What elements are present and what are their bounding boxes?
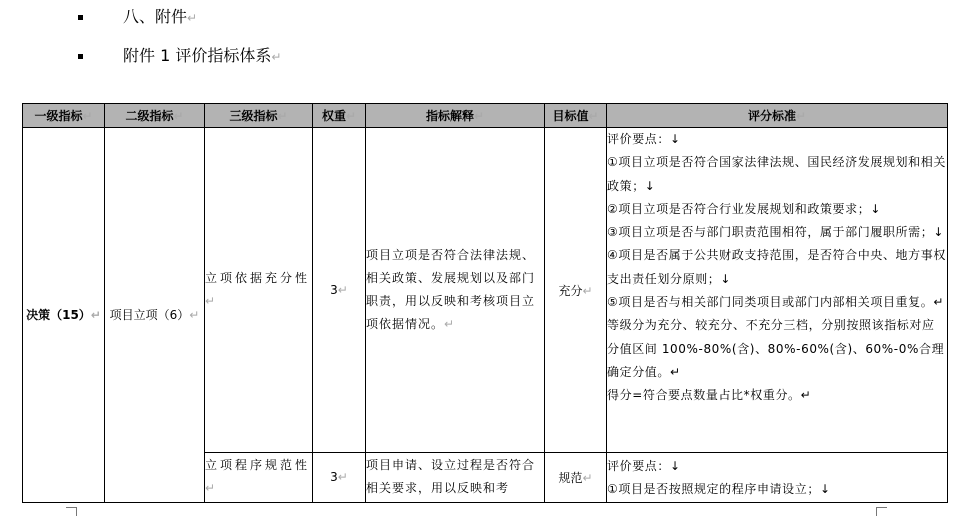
criteria-line: ②项目立项是否符合行业发展规划和政策要求；↓ — [607, 201, 882, 216]
header-cell-explanation: 指标解释↵ — [366, 104, 545, 128]
section-heading-text: 八、附件 — [123, 7, 188, 26]
paragraph-mark: ↵ — [271, 50, 282, 64]
criteria-line: 等级分为充分、较充分、不充分三档，分别按照该指标对应分值区间 100%-80%(含)、80%-60%(含)、60%-0%合理确定分值。↵ — [607, 318, 945, 379]
criteria-line: ④项目是否属于公共财政支持范围，是否符合中央、地方事权支出责任划分原则；↓ — [607, 248, 946, 286]
table-row — [23, 128, 948, 453]
header-cell-level1: 一级指标↵ — [23, 104, 105, 128]
explanation-cell: 项目立项是否符合法律法规、相关政策、发展规划以及部门职责，用以反映和考核项目立项依据情况。↵ — [366, 128, 545, 453]
criteria-line: ①项目是否按照规定的程序申请设立；↓ — [607, 482, 831, 497]
criteria-line: 得分=符合要点数量占比*权重分。↵ — [607, 388, 812, 403]
criteria-cell — [607, 453, 948, 503]
weight-cell: 3↵ — [313, 453, 366, 503]
criteria-line: ①项目立项是否符合国家法律法规、国民经济发展规划和相关政策；↓ — [607, 155, 946, 193]
criteria-line: 评价要点：↓ — [607, 459, 681, 473]
header-cell-target: 目标值↵ — [545, 104, 607, 128]
level1-cell: 决策（15）↵ — [23, 128, 105, 503]
level3-cell: 立项依据充分性↵ — [205, 128, 313, 453]
criteria-line: ⑤项目是否与相关部门同类项目或部门内部相关项目重复。↵ — [607, 295, 945, 310]
paragraph-mark: ↵ — [187, 11, 198, 25]
header-cell-level3: 三级指标↵ — [205, 104, 313, 128]
criteria-line: 评价要点：↓ — [607, 132, 681, 146]
level2-cell: 项目立项（6）↵ — [105, 128, 205, 503]
attachment-heading-text: 附件 1 评价指标体系 — [123, 46, 272, 65]
header-cell-weight: 权重↵ — [313, 104, 366, 128]
explanation-cell: 项目申请、设立过程是否符合相关要求，用以反映和考 — [366, 453, 545, 503]
header-cell-criteria: 评分标准↵ — [607, 104, 948, 128]
criteria-line: ③项目立项是否与部门职责范围相符，属于部门履职所需；↓ — [607, 225, 945, 240]
table-header-row — [23, 104, 948, 128]
header-cell-level2: 二级指标↵ — [105, 104, 205, 128]
target-cell: 规范↵ — [545, 453, 607, 503]
target-cell: 充分↵ — [545, 128, 607, 453]
indicator-table — [22, 103, 948, 503]
bullet-icon — [78, 15, 83, 20]
criteria-cell — [607, 128, 948, 453]
weight-cell: 3↵ — [313, 128, 366, 453]
level3-cell: 立项程序规范性↵ — [205, 453, 313, 503]
bullet-icon — [78, 54, 83, 59]
